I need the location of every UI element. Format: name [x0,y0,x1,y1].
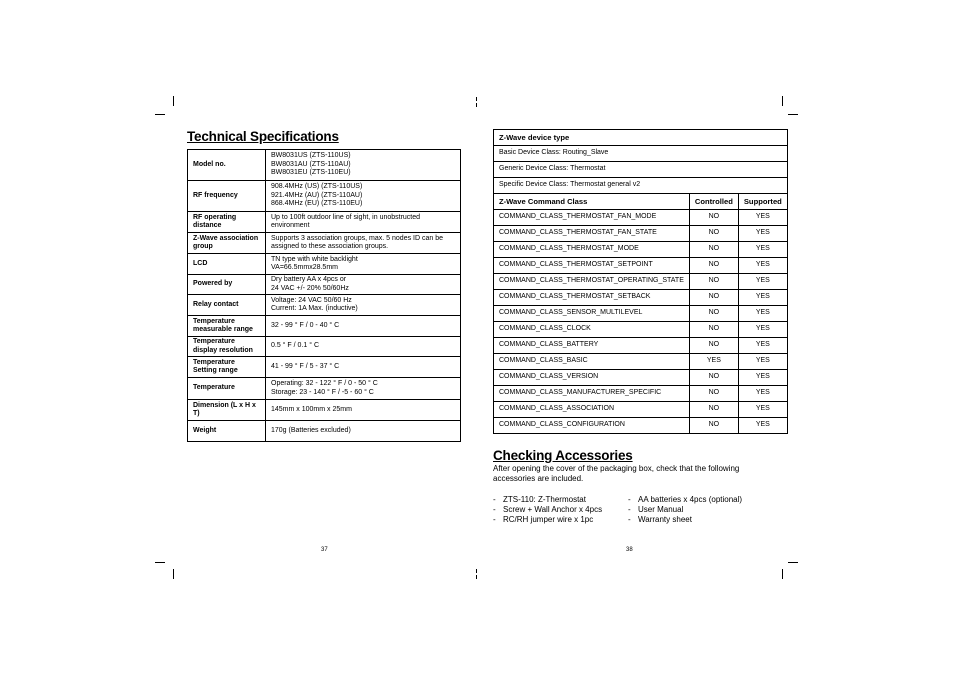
command-row [494,354,788,370]
spec-label: Temperature display resolution [188,337,266,357]
section-title: Checking Accessories [493,448,633,463]
accessory-text: User Manual [638,505,684,514]
command-row [494,290,788,306]
spec-label: Temperature measurable range [188,316,266,337]
command-class: COMMAND_CLASS_THERMOSTAT_SETPOINT [494,258,690,274]
supported-value: YES [738,242,787,258]
accessory-text: Warranty sheet [638,515,692,524]
controlled-value: NO [689,210,738,226]
controlled-value: NO [689,338,738,354]
spec-value-line: Operating: 32 - 122 ° F / 0 - 50 ° C [271,380,378,388]
spec-label: Relay contact [188,295,266,316]
command-header-row [494,194,788,210]
crop-mark [155,114,165,115]
crop-mark [155,562,165,563]
bullet-dash: - [493,505,496,514]
command-row [494,226,788,242]
command-class: COMMAND_CLASS_ASSOCIATION [494,402,690,418]
command-row [494,258,788,274]
supported-value: YES [738,290,787,306]
spec-value-line: 170g (Batteries excluded) [271,426,351,434]
spec-row [188,421,461,442]
spec-value-line: 41 - 99 ° F / 5 - 37 ° C [271,362,340,370]
spec-label: Temperature [188,378,266,400]
spec-value [266,357,461,378]
page-title: Technical Specifications [187,129,339,144]
supported-value: YES [738,338,787,354]
controlled-value: NO [689,258,738,274]
spec-value [266,400,461,421]
supported-value: YES [738,402,787,418]
controlled-value: NO [689,370,738,386]
spec-row [188,357,461,378]
command-class: COMMAND_CLASS_THERMOSTAT_FAN_MODE [494,210,690,226]
spec-value [266,150,461,181]
command-row [494,322,788,338]
bullet-dash: - [493,515,496,524]
command-class: COMMAND_CLASS_VERSION [494,370,690,386]
crop-mark [782,96,783,106]
spec-row [188,150,461,181]
spec-row [188,181,461,212]
spec-label: Powered by [188,275,266,295]
device-type-row [494,162,788,178]
controlled-value: NO [689,274,738,290]
command-row [494,210,788,226]
supported-value: YES [738,386,787,402]
command-column-header: Supported [738,194,787,210]
spec-label: RF frequency [188,181,266,212]
device-type-header: Z-Wave device type [494,130,788,146]
accessory-item [628,495,742,505]
command-row [494,418,788,434]
supported-value: YES [738,226,787,242]
command-class: COMMAND_CLASS_BATTERY [494,338,690,354]
intro-text: After opening the cover of the packaging box, check that the following accessories are included. [493,464,740,484]
device-type-cell: Generic Device Class: Thermostat [494,162,788,178]
command-class: COMMAND_CLASS_CONFIGURATION [494,418,690,434]
supported-value: YES [738,322,787,338]
spec-value [266,254,461,275]
bullet-dash: - [493,495,496,504]
spec-row [188,400,461,421]
crop-mark [788,562,798,563]
crop-mark [782,569,783,579]
controlled-value: NO [689,306,738,322]
command-class: COMMAND_CLASS_CLOCK [494,322,690,338]
command-class: COMMAND_CLASS_THERMOSTAT_SETBACK [494,290,690,306]
crop-mark [476,575,477,579]
accessory-text: RC/RH jumper wire x 1pc [503,515,594,524]
accessory-list [493,495,602,525]
device-type-cell: Basic Device Class: Routing_Slave [494,146,788,162]
spec-value-line: Current: 1A Max. (inductive) [271,305,358,312]
spec-row [188,295,461,316]
spec-value [266,233,461,254]
supported-value: YES [738,354,787,370]
spec-label: Temperature Setting range [188,357,266,378]
spec-value-line: VA=66.5mmx28.5mm [271,264,338,271]
command-row [494,386,788,402]
spec-value [266,295,461,316]
accessory-item [493,505,602,515]
spec-value [266,181,461,212]
supported-value: YES [738,418,787,434]
device-type-cell: Specific Device Class: Thermostat general v2 [494,178,788,194]
spec-value-line: Dry battery AA x 4pcs or [271,276,347,284]
command-row [494,242,788,258]
command-class: COMMAND_CLASS_MANUFACTURER_SPECIFIC [494,386,690,402]
accessory-text: AA batteries x 4pcs (optional) [638,495,743,504]
spec-value-line: TN type with white backlight [271,255,358,263]
spec-value-line: 0.5 ° F / 0.1 ° C [271,342,320,350]
spec-value-line: 32 - 99 ° F / 0 - 40 ° C [271,321,340,329]
accessory-item [493,515,602,525]
page-number: 38 [626,547,633,553]
spec-value-line: 24 VAC +/- 20% 50/60Hz [271,284,349,292]
command-class: COMMAND_CLASS_BASIC [494,354,690,370]
command-row [494,370,788,386]
crop-mark [173,569,174,579]
controlled-value: NO [689,418,738,434]
controlled-value: NO [689,402,738,418]
device-type-header-row [494,130,788,146]
spec-value [266,212,461,233]
supported-value: YES [738,370,787,386]
command-row [494,306,788,322]
spec-row [188,254,461,275]
spec-value-line: Supports 3 association groups, max. 5 nodes ID can be assigned to these association groups. [271,234,443,250]
spec-row [188,337,461,357]
bullet-dash: - [628,495,631,504]
command-class: COMMAND_CLASS_THERMOSTAT_OPERATING_STATE [494,274,690,290]
crop-mark [173,96,174,106]
supported-value: YES [738,306,787,322]
spec-row [188,233,461,254]
command-class: COMMAND_CLASS_THERMOSTAT_FAN_STATE [494,226,690,242]
accessory-text: Screw + Wall Anchor x 4pcs [503,505,603,514]
spec-value-line: Voltage: 24 VAC 50/60 Hz [271,296,352,304]
crop-mark [476,569,477,573]
zwave-table [493,129,788,434]
accessory-text: ZTS-110: Z-Thermostat [503,495,586,504]
spec-value [266,275,461,295]
spec-label: RF operating distance [188,212,266,233]
spec-value-line: Up to 100ft outdoor line of sight, in unobstructed environment [271,213,421,229]
command-class: COMMAND_CLASS_SENSOR_MULTILEVEL [494,306,690,322]
crop-mark [788,114,798,115]
supported-value: YES [738,274,787,290]
controlled-value: NO [689,242,738,258]
command-row [494,402,788,418]
controlled-value: YES [689,354,738,370]
spec-value-line: 145mm x 100mm x 25mm [271,405,352,413]
device-type-row [494,178,788,194]
spec-label: Weight [188,421,266,442]
command-column-header: Controlled [689,194,738,210]
spec-table [187,149,461,442]
spec-value-line: BW8031US (ZTS-110US) [271,152,351,160]
device-type-row [494,146,788,162]
bullet-dash: - [628,505,631,514]
spec-value [266,421,461,442]
accessory-item [493,495,602,505]
spec-row [188,316,461,337]
accessory-item [628,505,742,515]
spec-label: LCD [188,254,266,275]
command-row [494,274,788,290]
controlled-value: NO [689,226,738,242]
command-class: COMMAND_CLASS_THERMOSTAT_MODE [494,242,690,258]
spec-value [266,337,461,357]
spec-value-line: 921.4MHz (AU) (ZTS-110AU) [271,191,363,199]
spec-value-line: 868.4MHz (EU) (ZTS-110EU) [271,200,363,208]
spec-value [266,378,461,400]
crop-mark [476,103,477,107]
spec-value [266,316,461,337]
spec-row [188,212,461,233]
spec-value-line: BW8031AU (ZTS-110AU) [271,160,351,168]
spec-value-line: 908.4MHz (US) (ZTS-110US) [271,183,363,191]
command-column-header: Z-Wave Command Class [494,194,690,210]
accessory-list [628,495,742,525]
bullet-dash: - [628,515,631,524]
spec-label: Z-Wave association group [188,233,266,254]
spec-value-line: BW8031EU (ZTS-110EU) [271,169,351,177]
controlled-value: NO [689,290,738,306]
spec-label: Dimension (L x H x T) [188,400,266,421]
spec-value-line: Storage: 23 - 140 ° F / -5 - 60 ° C [271,388,374,396]
controlled-value: NO [689,322,738,338]
spec-row [188,275,461,295]
accessory-item [628,515,742,525]
crop-mark [476,97,477,101]
controlled-value: NO [689,386,738,402]
spec-label: Model no. [188,150,266,181]
supported-value: YES [738,258,787,274]
page-number: 37 [321,547,328,553]
spec-row [188,378,461,400]
command-row [494,338,788,354]
supported-value: YES [738,210,787,226]
